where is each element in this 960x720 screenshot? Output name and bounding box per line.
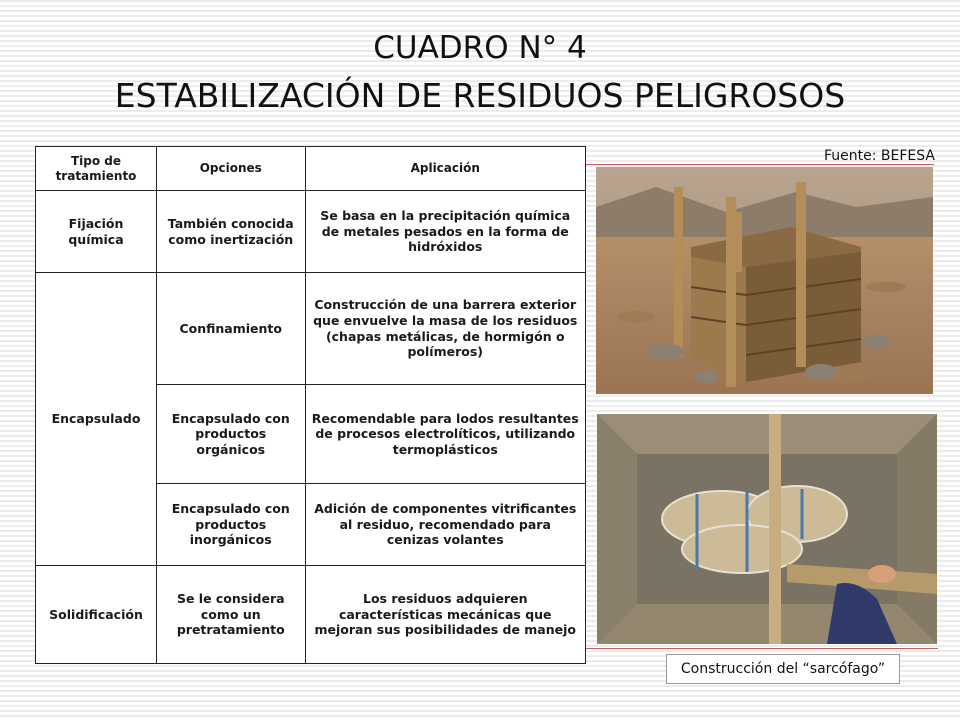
rule-line-top — [586, 164, 934, 165]
cell-aplicacion: Construcción de una barrera exterior que envuelve la masa de los residuos (chapas metálicas, de hormigón o polímeros) — [305, 273, 586, 385]
slide-title-line1: CUADRO N° 4 — [373, 30, 587, 66]
header-opciones: Opciones — [157, 147, 306, 191]
cell-aplicacion: Recomendable para lodos resultantes de procesos electrolíticos, utilizando termoplásticos — [305, 385, 586, 484]
cell-opcion: También conocida como inertización — [157, 191, 306, 273]
cell-aplicacion: Se basa en la precipitación química de metales pesados en la forma de hidróxidos — [305, 191, 586, 273]
table-row — [36, 191, 586, 273]
cell-tipo: Encapsulado — [36, 273, 157, 566]
rule-line-bottom — [586, 648, 938, 649]
cell-aplicacion: Adición de componentes vitrificantes al residuo, recomendado para cenizas volantes — [305, 484, 586, 566]
sarcophagus-interior-photo — [597, 414, 937, 644]
table-row — [36, 273, 586, 385]
cell-opcion: Encapsulado con productos orgánicos — [157, 385, 306, 484]
cell-aplicacion: Los residuos adquieren características mecánicas que mejoran sus posibilidades de manejo — [305, 566, 586, 664]
cell-opcion: Encapsulado con productos inorgánicos — [157, 484, 306, 566]
stabilization-table — [35, 146, 586, 664]
table-header-row — [36, 147, 586, 191]
cell-tipo: Fijación química — [36, 191, 157, 273]
header-aplicacion: Aplicación — [305, 147, 586, 191]
cell-opcion: Confinamiento — [157, 273, 306, 385]
slide-title-line2: ESTABILIZACIÓN DE RESIDUOS PELIGROSOS — [114, 76, 846, 115]
photo-caption: Construcción del “sarcófago” — [666, 654, 900, 684]
table-row — [36, 566, 586, 664]
cell-tipo: Solidificación — [36, 566, 157, 664]
wooden-crate-photo — [596, 167, 933, 394]
cell-opcion: Se le considera como un pretratamiento — [157, 566, 306, 664]
source-label: Fuente: BEFESA — [824, 148, 935, 164]
header-tipo: Tipo de tratamiento — [36, 147, 157, 191]
